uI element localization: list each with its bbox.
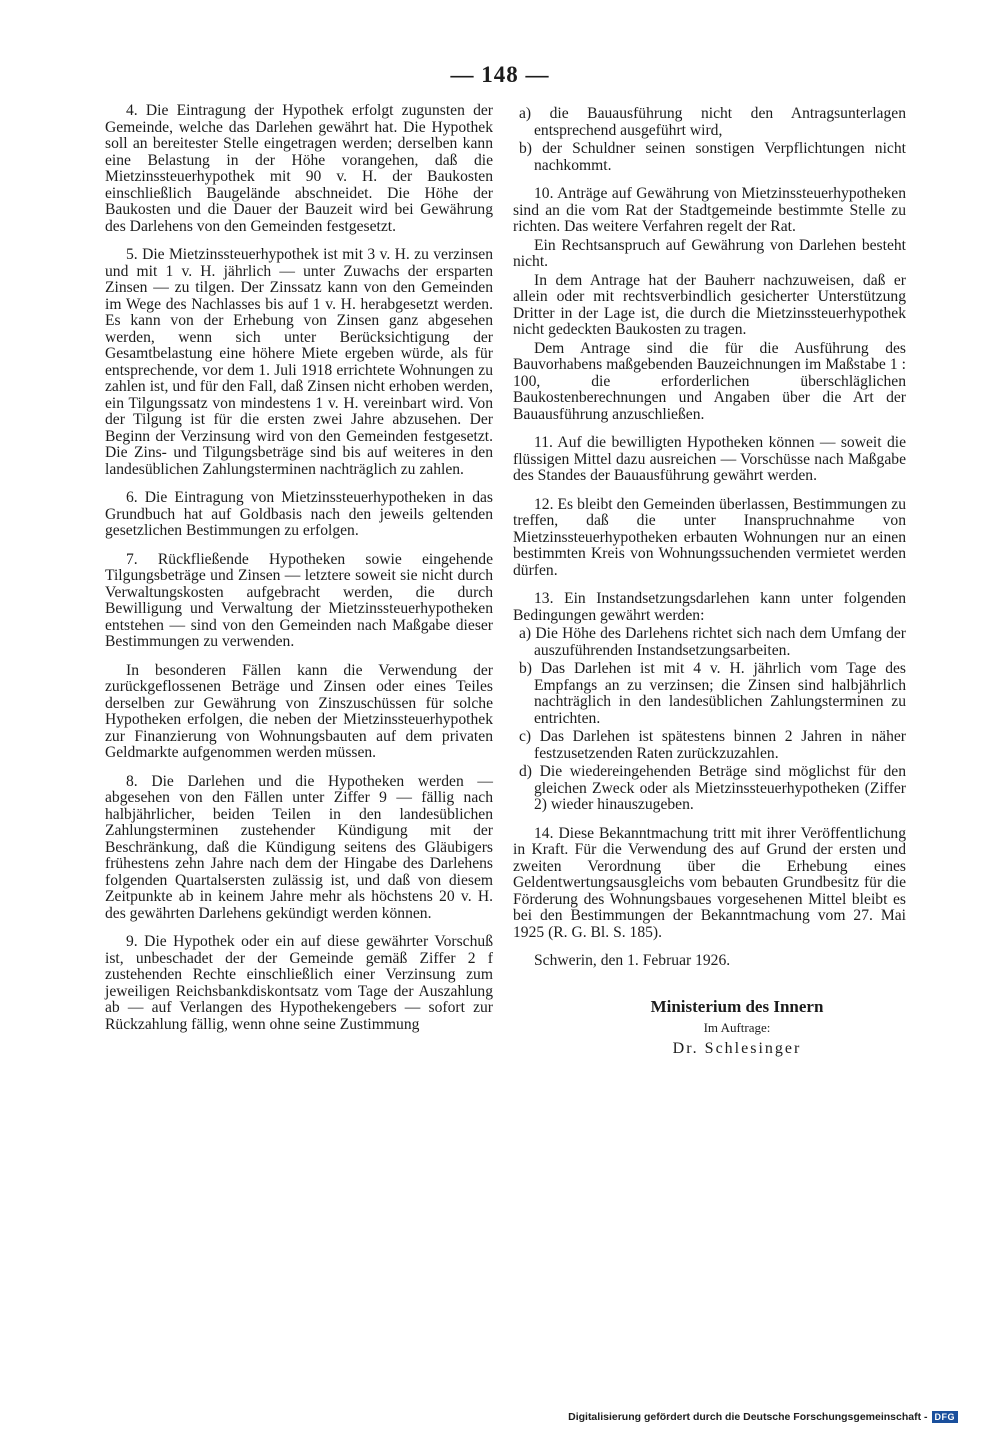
signature-ministry: Ministerium des Innern [650,996,824,1016]
paragraph-10: 10. Anträge auf Gewährung von Mietzinssteuerhypotheken sind an die vom Rat der Stadtgemeinde bestimmte Stelle zu richten. Das weitere Verfahren regelt der Rat. [513,185,906,235]
paragraph-4: 4. Die Eintragung der Hypothek erfolgt zugunsten der Gemeinde, welche das Darlehen gewährt hat. Die Hypothek soll an bereitester Stelle eingetragen werden; derselben kann eine Belastung in der Höhe vorangehen, daß die Mietzinssteuerhypothek mit 90 v. H. der Baukosten einschließlich Baugelände abschneidet. Die Höhe der Baukosten und die Dauer der Bauzeit wird bei Gewährung des Darlehens von den Gemeinden festgesetzt. [105,102,493,235]
footer-text: Digitalisierung gefördert durch die Deutsche Forschungsgemeinschaft - [568,1411,928,1423]
paragraph-13: 13. Ein Instandsetzungsdarlehen kann unter folgenden Bedingungen gewährt werden: [513,590,906,624]
paragraph-8: 8. Die Darlehen und die Hypotheken werden — abgesehen von den Fällen unter Ziffer 9 — fällig nach halbjährlicher, beiden Teilen in den landesüblichen Zahlungsterminen zustehender Kündigung mit der Beschränkung, daß die Kündigung seitens des Gläubigers frühestens zehn Jahre nach dem der Hingabe des Darlehens folgenden Quartalsersten zulässig ist, und daß von diesem Zeitpunkte ab in keinem Jahre mehr als höchstens 20 v. H. des gewährten Darlehens gekündigt werden können. [105,772,493,922]
paragraph-12: 12. Es bleibt den Gemeinden überlassen, Bestimmungen zu treffen, daß die unter Inanspruchnahme von Mietzinssteuerhypotheken erbauten Wohnungen nur an einen bestimmten Kreis von Wohnungssuchenden vermietet werden dürfen. [513,495,906,579]
signature-name: Dr. Schlesinger [672,1039,802,1057]
list-item: a) die Bauausführung nicht den Antragsunterlagen entsprechend ausgeführt wird, [519,105,906,139]
paragraph-7-continued: In besonderen Fällen kann die Verwendung der zurückgeflossenen Beträge und Zinsen oder eines Teiles derselben zur Gewährung von Zinszuschüssen für solche Hypotheken erfolgen, die neben der Mietzinssteuerhypothek zur Finanzierung von Wohnungsbauten auf dem privaten Geldmarkte aufgenommen werden müssen. [105,661,493,761]
signature-order: Im Auftrage: [703,1019,771,1035]
place-date: Schwerin, den 1. Februar 1926. [534,952,731,969]
list-item: c) Das Darlehen ist spätestens binnen 2 Jahren in näher festzusetzenden Raten zurückzuzahlen. [519,728,906,762]
dfg-logo: DFG [932,1411,959,1423]
paragraph-7: 7. Rückfließende Hypotheken sowie eingehende Tilgungsbeträge und Zinsen — letztere soweit sie nicht durch Verwaltungskosten aufgebracht werden, die durch Bewilligung und Verwaltung der Mietzinssteuerhypotheken entstehen — sind von den Gemeinden nach Maßgabe dieser Bestimmungen zu verwenden. [105,550,493,650]
left-column [105,103,493,1045]
footer-credit [568,1411,958,1423]
list-item: a) Die Höhe des Darlehens richtet sich nach dem Umfang der auszuführenden Instandsetzungsarbeiten. [519,625,906,659]
list-item: b) Das Darlehen ist mit 4 v. H. jährlich vom Tage des Empfangs an zu verzinsen; die Zinsen sind halbjährlich nachträglich in den landesüblichen Zahlungsterminen zu entrichten. [519,660,906,727]
page-number: — 148 — [450,62,550,87]
paragraph-5: 5. Die Mietzinssteuerhypothek ist mit 3 v. H. zu verzinsen und mit 1 v. H. jährlich — unter Zuwachs der ersparten Zinsen — zu tilgen. Der Zinssatz kann von den Gemeinden im Wege des Nachlasses bis auf 1 v. H. herabgesetzt werden. Es kann von der Erhebung von Zinsen ganz abgesehen werden, wenn sich unter Berücksichtigung der Gesamtbelastung eine höhere Miete ergeben würde, als für entsprechende, vor dem 1. Juli 1918 errichtete Wohnungen zu zahlen ist, und für den Fall, daß Zinsen nicht erhoben werden, ein Tilgungssatz von mindestens 1 v. H. vereinbart wird. Von der Tilgung ist für die ersten zwei Jahre abzusehen. Der Beginn der Verzinsung wird von den Gemeinden festgesetzt. Die Zins- und Tilgungsbeträge sind bis auf weiteres in den landesüblichen Zahlungsterminen nachträglich zu zahlen. [105,246,493,478]
paragraph-11: 11. Auf die bewilligten Hypotheken können — soweit die flüssigen Mittel dazu ausreichen — Vorschüsse nach Maßgabe des Standes der Bauausführung gewährt werden. [513,434,906,484]
paragraph-14: 14. Diese Bekanntmachung tritt mit ihrer Veröffentlichung in Kraft. Für die Verwendung des auf Grund der ersten und zweiten Verordnung über die Erhebung eines Geldentwertungsausgleichs vom bebauten Grundbesitz für die Förderung des Wohnungsbaues vorgesehenen Mittel bleibt es bei den Bestimmungen der Bekanntmachung vom 27. Mai 1925 (R. G. Bl. S. 185). [513,824,906,941]
list-item: b) der Schuldner seinen sonstigen Verpflichtungen nicht nachkommt. [519,140,906,174]
paragraph-10-attachments: Dem Antrage sind die für die Ausführung des Bauvorhabens maßgebenden Bauzeichnungen im Maßstabe 1 : 100, die erforderlichen überschläglichen Baukostenberechnungen und Angaben über die Art der Bauausführung anzuschließen. [513,339,906,423]
right-column [513,106,906,1060]
signature-block [513,996,906,1060]
list-item: d) Die wiedereingehenden Beträge sind möglichst für den gleichen Zweck oder als Mietzinssteuerhypotheken (Ziffer 2) wieder hinauszugeben. [519,763,906,813]
paragraph-9: 9. Die Hypothek oder ein auf diese gewährter Vorschuß ist, unbeschadet der der Gemeinde gemäß Ziffer 2 f zustehenden Rechte einschließlich einer Verzinsung zum jeweiligen Reichsbankdiskontsatz vom Tage der Auszahlung ab — auf Verlangen des Hypothekengebers — sofort zur Rückzahlung fällig, wenn ohne seine Zustimmung [105,933,493,1033]
paragraph-6: 6. Die Eintragung von Mietzinssteuerhypotheken in das Grundbuch hat auf Goldbasis nach den jeweils geltenden gesetzlichen Bestimmungen zu erfolgen. [105,489,493,539]
paragraph-10-claim: Ein Rechtsanspruch auf Gewährung von Darlehen besteht nicht. [513,236,906,270]
paragraph-10-proof: In dem Antrage hat der Bauherr nachzuweisen, daß er allein oder mit rechtsverbindlich gesicherter Unterstützung Dritter in der Lage ist, die durch die Mietzinssteuerhypothek nicht gedeckten Baukosten zu tragen. [513,271,906,338]
